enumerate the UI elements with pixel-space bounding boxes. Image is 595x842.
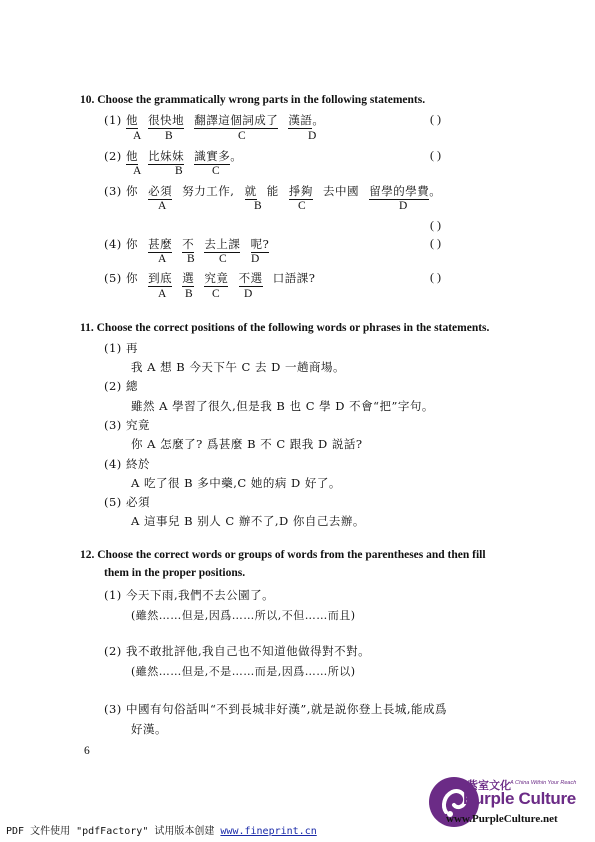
logo-brand: Purple Culture [463, 789, 576, 808]
item-number: (3) [104, 418, 122, 432]
item-number: (2) [104, 149, 122, 163]
letter-b: B [187, 253, 195, 265]
segment-b: 選 [182, 271, 195, 285]
q10-heading: 10. Choose the grammatically wrong parts in the following statements. [80, 94, 426, 106]
answer-blank[interactable]: ( ) [430, 218, 441, 232]
q12-item-2-options: (雖然……但是,不是……而是,因爲……所以) [131, 665, 356, 678]
item-number: (1) [104, 341, 122, 355]
item-number: (2) [104, 379, 122, 393]
segment: 口語課? [272, 271, 316, 285]
q12-item-3 [104, 701, 447, 717]
segment-b: 很快地 [148, 113, 185, 127]
letter-b: B [165, 130, 173, 142]
q12-item-1-options: (雖然……但是,因爲……所以,不但……而且) [131, 609, 356, 622]
pdf-footer-link[interactable]: www.fineprint.cn [220, 826, 317, 837]
q11-item-2-sentence: 雖然 A 學習了很久,但是我 B 也 C 學 D 不會“把”字句。 [131, 399, 434, 413]
answer-blank[interactable]: ( ) [430, 270, 441, 284]
segment-b: 比妹妹 [148, 149, 185, 163]
letter-d: D [399, 200, 408, 212]
segment-a: 甚麼 [148, 237, 173, 251]
letter-a: A [158, 288, 167, 300]
letter-a: A [133, 165, 142, 177]
answer-blank[interactable]: ( ) [430, 112, 441, 126]
letter-c: C [238, 130, 246, 142]
q11-item-3-sentence: 你 A 怎麼了? 爲甚麼 B 不 C 跟我 D 説話? [131, 437, 363, 451]
segment-d: 留學的學費 [369, 184, 430, 198]
segment-a: 到底 [148, 271, 173, 285]
item-number: (5) [104, 495, 122, 509]
punct: 。 [230, 149, 243, 163]
segment-c: 究竟 [204, 271, 229, 285]
q12-heading: 12. Choose the correct words or groups of words from the parentheses and then fill [80, 549, 486, 561]
letter-d: D [251, 253, 260, 265]
sentence: 我不敢批評他,我自己也不知道他做得對不對。 [125, 644, 371, 658]
segment-b: 就 [244, 184, 257, 198]
target-word: 終於 [125, 457, 150, 471]
logo-url[interactable]: www.PurpleCulture.net [446, 813, 558, 825]
q11-item-3-word [104, 417, 150, 433]
sentence: 中國有句俗話叫“不到長城非好漢”,就是説你登上長城,能成爲 [125, 702, 448, 716]
pdf-footer [6, 822, 317, 837]
item-number: (5) [104, 271, 122, 285]
segment: 你 [125, 184, 138, 198]
letter-c: C [219, 253, 227, 265]
letter-a: A [133, 130, 142, 142]
segment: 你 [125, 237, 138, 251]
segment-c: 去上課 [204, 237, 241, 251]
q10-item-4 [104, 236, 269, 252]
letter-a: A [158, 200, 167, 212]
q12-item-2 [104, 643, 370, 659]
item-number: (1) [104, 588, 122, 602]
target-word: 總 [125, 379, 138, 393]
letter-b: B [175, 165, 183, 177]
q11-item-5-word [104, 494, 150, 510]
segment-a: 他 [125, 149, 138, 163]
item-number: (3) [104, 702, 122, 716]
segment-a: 他 [125, 113, 138, 127]
q12-heading-cont: them in the proper positions. [104, 567, 246, 579]
page-number: 6 [84, 745, 90, 757]
segment-d: 不選 [238, 271, 263, 285]
q10-item-5 [104, 270, 315, 286]
segment: 你 [125, 271, 138, 285]
answer-blank[interactable]: ( ) [430, 236, 441, 250]
q11-item-4-word [104, 456, 150, 472]
segment-c: 識實多 [194, 149, 231, 163]
segment-c: 掙夠 [288, 184, 313, 198]
punct: 。 [429, 184, 442, 198]
item-number: (4) [104, 457, 122, 471]
q10-item-2 [104, 148, 242, 164]
q10-item-1 [104, 112, 324, 128]
item-number: (2) [104, 644, 122, 658]
item-number: (4) [104, 237, 122, 251]
target-word: 究竟 [125, 418, 150, 432]
segment-c: 翻譯這個詞成了 [194, 113, 279, 127]
q10-item-3 [104, 183, 441, 199]
segment: 去中國 [323, 184, 360, 198]
q12-item-1 [104, 587, 274, 603]
q11-item-1-word [104, 340, 138, 356]
item-number: (3) [104, 184, 122, 198]
segment: 能 [266, 184, 279, 198]
q11-item-1-sentence: 我 A 想 B 今天下午 C 去 D 一趟商場。 [131, 360, 346, 374]
punct: 。 [312, 113, 325, 127]
letter-c: C [212, 165, 220, 177]
q11-item-5-sentence: A 這事兒 B 别人 C 辦不了,D 你自己去辦。 [131, 514, 365, 528]
letter-b: B [254, 200, 262, 212]
q11-item-4-sentence: A 吃了很 B 多中藥,C 她的病 D 好了。 [131, 476, 341, 490]
target-word: 必須 [125, 495, 150, 509]
letter-c: C [298, 200, 306, 212]
letter-d: D [308, 130, 317, 142]
logo-tagline: A China Within Your Reach [510, 780, 577, 786]
letter-d: D [244, 288, 253, 300]
segment-d: 漢語 [288, 113, 313, 127]
item-number: (1) [104, 113, 122, 127]
q12-item-3-cont: 好漢。 [131, 722, 167, 736]
segment-d: 呢? [250, 237, 270, 251]
pdf-footer-text: PDF 文件使用 "pdfFactory" 试用版本创建 [6, 826, 215, 837]
q11-item-2-word [104, 378, 138, 394]
sentence: 今天下雨,我們不去公園了。 [125, 588, 275, 602]
logo-cn-name: 紫室文化 [467, 779, 511, 792]
answer-blank[interactable]: ( ) [430, 148, 441, 162]
segment: 努力工作, [182, 184, 235, 198]
letter-a: A [158, 253, 167, 265]
segment-b: 不 [182, 237, 195, 251]
segment-a: 必須 [148, 184, 173, 198]
target-word: 再 [125, 341, 138, 355]
letter-c: C [212, 288, 220, 300]
letter-b: B [185, 288, 193, 300]
q11-heading: 11. Choose the correct positions of the following words or phrases in the statements. [80, 322, 490, 334]
